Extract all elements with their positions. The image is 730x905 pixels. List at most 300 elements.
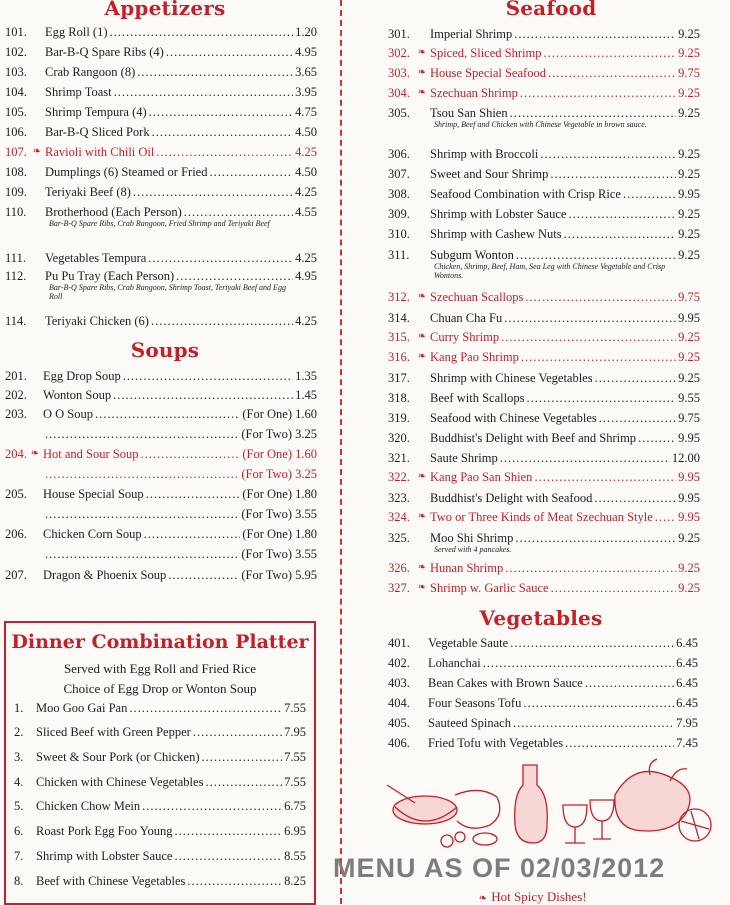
menu-item <box>5 525 317 543</box>
leader-dots <box>45 465 239 483</box>
item-price: 9.25 <box>678 581 700 595</box>
item-description: Shrimp, Beef and Chicken with Chinese Vegetable in brown sauce. <box>434 120 647 129</box>
item-price: 7.55 <box>284 775 306 789</box>
chili-pepper-icon: ❧ <box>478 893 488 904</box>
item-number: 5. <box>14 799 24 813</box>
item-number: 202. <box>5 388 27 402</box>
item-number: 318. <box>388 391 410 405</box>
item-number: 403. <box>388 676 410 690</box>
menu-item <box>388 429 700 447</box>
item-name: Chicken Corn Soup <box>43 527 142 541</box>
item-name: O O Soup <box>43 407 94 421</box>
item-number: 315. <box>388 330 410 344</box>
item-name: Dragon & Phoenix Soup <box>43 568 167 582</box>
item-price: 4.95 <box>295 269 317 283</box>
menu-item <box>388 409 700 427</box>
item-price: 4.25 <box>295 145 317 159</box>
item-price: (For One) 1.80 <box>242 527 317 541</box>
item-name: Shrimp with Lobster Sauce <box>36 849 173 863</box>
menu-item <box>388 348 700 366</box>
leader-dots <box>543 44 676 62</box>
item-price: (For Two) 3.25 <box>241 467 317 481</box>
item-number: 111. <box>5 251 26 265</box>
item-name: Dumplings (6) Steamed or Fried <box>45 165 208 179</box>
item-number: 317. <box>388 371 410 385</box>
item-name: Imperial Shrimp <box>430 27 513 41</box>
item-price: 9.25 <box>678 561 700 575</box>
menu-item <box>388 328 700 346</box>
item-name: Pu Pu Tray (Each Person) <box>45 269 175 283</box>
item-price: 9.25 <box>678 167 700 181</box>
leader-dots <box>551 579 677 597</box>
item-name: Shrimp with Lobster Sauce <box>430 207 567 221</box>
combination-item <box>14 723 306 741</box>
menu-item <box>388 734 698 752</box>
leader-dots <box>523 694 674 712</box>
leader-dots <box>568 205 676 223</box>
item-name: Shrimp Toast <box>45 85 112 99</box>
menu-item <box>5 505 317 523</box>
item-price: 9.75 <box>678 66 700 80</box>
menu-item <box>5 23 317 41</box>
item-price: 4.25 <box>295 185 317 199</box>
spicy-legend-text: Hot Spicy Dishes! <box>491 889 587 904</box>
item-name: Shrimp with Chinese Vegetables <box>430 371 593 385</box>
menu-item <box>5 545 317 563</box>
item-price: 9.25 <box>678 106 700 120</box>
item-price: 8.25 <box>284 874 306 888</box>
item-name: Vegetables Tempura <box>45 251 147 265</box>
item-price: 6.45 <box>676 676 698 690</box>
leader-dots <box>175 822 283 840</box>
item-description: Bar-B-Q Spare Ribs, Crab Rangoon, Fried Shrimp and Teriyaki Beef <box>49 219 270 228</box>
item-number: 7. <box>14 849 24 863</box>
menu-item <box>5 123 317 141</box>
item-number: 203. <box>5 407 27 421</box>
leader-dots <box>521 348 676 366</box>
item-name: Buddhist's Delight with Seafood <box>430 491 593 505</box>
item-price: 7.55 <box>284 701 306 715</box>
leader-dots <box>113 386 293 404</box>
menu-item <box>5 163 317 181</box>
item-price: 9.95 <box>678 491 700 505</box>
combination-subtitle-1: Served with Egg Roll and Fried Rice <box>63 661 257 676</box>
item-name: House Special Seafood <box>430 66 546 80</box>
item-number: 326. <box>388 561 410 575</box>
item-number: 319. <box>388 411 410 425</box>
item-price: 4.55 <box>295 205 317 219</box>
chili-pepper-icon: ❧ <box>30 448 40 459</box>
leader-dots <box>505 559 676 577</box>
item-name: Crab Rangoon (8) <box>45 65 136 79</box>
vegetables-title: Vegetables <box>479 606 603 630</box>
item-number: 320. <box>388 431 410 445</box>
item-price: 9.95 <box>678 510 700 524</box>
food-illustration <box>385 755 720 850</box>
item-price: 1.35 <box>295 369 317 383</box>
item-number: 402. <box>388 656 410 670</box>
combination-item <box>14 847 306 865</box>
item-name: Wonton Soup <box>43 388 112 402</box>
item-price: 4.25 <box>295 314 317 328</box>
item-name: Bean Cakes with Brown Sauce <box>428 676 583 690</box>
item-price: 9.75 <box>678 411 700 425</box>
leader-dots <box>152 123 294 141</box>
menu-item <box>388 165 700 183</box>
item-number: 307. <box>388 167 410 181</box>
leader-dots <box>45 425 239 443</box>
leader-dots <box>513 714 674 732</box>
menu-item <box>388 654 698 672</box>
leader-dots <box>595 369 677 387</box>
item-price: 6.95 <box>284 824 306 838</box>
item-price: (For Two) 3.55 <box>241 547 317 561</box>
menu-item <box>388 369 700 387</box>
item-name: Teriyaki Chicken (6) <box>45 314 149 328</box>
item-number: 108. <box>5 165 27 179</box>
item-price: 9.25 <box>678 46 700 60</box>
leader-dots <box>564 225 677 243</box>
chili-pepper-icon: ❧ <box>417 291 427 302</box>
leader-dots <box>501 328 676 346</box>
leader-dots <box>202 748 283 766</box>
item-name: Shrimp with Broccoli <box>430 147 539 161</box>
combination-subtitle-2: Choice of Egg Drop or Wonton Soup <box>63 681 257 696</box>
item-price: 9.25 <box>678 86 700 100</box>
item-number: 308. <box>388 187 410 201</box>
menu-item <box>388 559 700 577</box>
item-name: Bar-B-Q Sliced Pork <box>45 125 150 139</box>
item-name: Szechuan Shrimp <box>430 86 518 100</box>
item-name: Hot and Sour Soup <box>43 447 139 461</box>
item-number: 325. <box>388 531 410 545</box>
leader-dots <box>114 83 294 101</box>
item-number: 404. <box>388 696 410 710</box>
item-number: 6. <box>14 824 24 838</box>
menu-item <box>5 183 317 201</box>
item-number: 304. <box>388 86 410 100</box>
item-name: Moo Goo Gai Pan <box>36 701 128 715</box>
item-price: 4.50 <box>295 165 317 179</box>
leader-dots <box>141 445 241 463</box>
item-price: 1.45 <box>295 388 317 402</box>
menu-item <box>5 386 317 404</box>
leader-dots <box>205 773 282 791</box>
item-number: 8. <box>14 874 24 888</box>
chili-pepper-icon: ❧ <box>417 87 427 98</box>
item-number: 206. <box>5 527 27 541</box>
chili-pepper-icon: ❧ <box>32 146 42 157</box>
leader-dots <box>638 429 676 447</box>
menu-item <box>388 309 700 327</box>
chili-pepper-icon: ❧ <box>417 47 427 58</box>
menu-item <box>388 634 698 652</box>
leader-dots <box>156 143 293 161</box>
menu-item <box>388 205 700 223</box>
item-number: 104. <box>5 85 27 99</box>
combination-title: Dinner Combination Platter <box>11 631 309 653</box>
item-price: 7.55 <box>284 750 306 764</box>
item-number: 110. <box>5 205 27 219</box>
combination-item <box>14 872 306 890</box>
leader-dots <box>504 309 676 327</box>
menu-item <box>388 185 700 203</box>
item-name: Bar-B-Q Spare Ribs (4) <box>45 45 164 59</box>
spicy-legend <box>478 889 587 905</box>
combination-item <box>14 699 306 717</box>
menu-item <box>5 367 317 385</box>
item-number: 311. <box>388 248 410 262</box>
item-number: 207. <box>5 568 27 582</box>
seafood-title: Seafood <box>505 0 597 20</box>
leader-dots <box>146 485 241 503</box>
item-number: 105. <box>5 105 27 119</box>
item-price: 7.95 <box>676 716 698 730</box>
item-name: Szechuan Scallops <box>430 290 524 304</box>
leader-dots <box>565 734 674 752</box>
item-name: Brotherhood (Each Person) <box>45 205 182 219</box>
menu-item <box>5 445 317 463</box>
menu-item <box>5 249 317 267</box>
chili-pepper-icon: ❧ <box>417 331 427 342</box>
item-price: (For Two) 3.25 <box>241 427 317 441</box>
item-number: 301. <box>388 27 410 41</box>
item-price: (For One) 1.60 <box>242 407 317 421</box>
leader-dots <box>550 165 676 183</box>
combination-item <box>14 822 306 840</box>
leader-dots <box>137 63 293 81</box>
item-price: 9.95 <box>678 187 700 201</box>
leader-dots <box>151 312 293 330</box>
combination-item <box>14 748 306 766</box>
item-price: 6.45 <box>676 696 698 710</box>
item-number: 312. <box>388 290 410 304</box>
menu-item <box>388 579 700 597</box>
leader-dots <box>483 654 674 672</box>
item-price: 9.75 <box>678 290 700 304</box>
item-number: 4. <box>14 775 24 789</box>
leader-dots <box>95 405 240 423</box>
chili-pepper-icon: ❧ <box>417 562 427 573</box>
menu-item <box>5 465 317 483</box>
item-name: Two or Three Kinds of Meat Szechuan Style <box>430 510 653 524</box>
item-number: 107. <box>5 145 27 159</box>
item-price: 3.65 <box>295 65 317 79</box>
item-price: 9.25 <box>678 330 700 344</box>
item-name: Chuan Cha Fu <box>430 311 503 325</box>
item-number: 114. <box>5 314 27 328</box>
item-number: 2. <box>14 725 24 739</box>
item-price: 9.25 <box>678 350 700 364</box>
menu-item <box>388 84 700 102</box>
item-name: Chicken with Chinese Vegetables <box>36 775 204 789</box>
chili-pepper-icon: ❧ <box>417 67 427 78</box>
leader-dots <box>599 409 676 427</box>
leader-dots <box>168 566 239 584</box>
menu-item <box>388 674 698 692</box>
item-number: 323. <box>388 491 410 505</box>
item-number: 324. <box>388 510 410 524</box>
item-name: Sliced Beef with Green Pepper <box>36 725 191 739</box>
item-price: 9.95 <box>678 431 700 445</box>
item-number: 201. <box>5 369 27 383</box>
menu-item <box>5 103 317 121</box>
menu-item <box>388 64 700 82</box>
item-name: Roast Pork Egg Foo Young <box>36 824 173 838</box>
leader-dots <box>144 525 241 543</box>
item-name: Sauteed Spinach <box>428 716 511 730</box>
item-price: 4.95 <box>295 45 317 59</box>
item-number: 316. <box>388 350 410 364</box>
menu-item <box>388 145 700 163</box>
item-name: Spiced, Sliced Shrimp <box>430 46 542 60</box>
menu-item <box>5 143 317 161</box>
menu-item <box>388 44 700 62</box>
item-name: House Special Soup <box>43 487 144 501</box>
item-number: 112. <box>5 269 27 283</box>
item-number: 310. <box>388 227 410 241</box>
menu-item <box>388 508 700 526</box>
menu-item <box>388 449 700 467</box>
leader-dots <box>655 508 676 526</box>
item-number: 405. <box>388 716 410 730</box>
item-name: Sweet and Sour Shrimp <box>430 167 549 181</box>
item-price: 7.45 <box>676 736 698 750</box>
item-price: 6.45 <box>676 656 698 670</box>
item-description: Served with 4 pancakes. <box>434 545 512 554</box>
appetizers-title: Appetizers <box>104 0 226 20</box>
item-name: Shrimp with Cashew Nuts <box>430 227 562 241</box>
leader-dots <box>514 25 676 43</box>
item-price: 12.00 <box>671 451 700 465</box>
item-name: Ravioli with Chili Oil <box>45 145 155 159</box>
leader-dots <box>187 872 282 890</box>
item-name: Shrimp Tempura (4) <box>45 105 147 119</box>
item-name: Moo Shi Shrimp <box>430 531 514 545</box>
item-name: Four Seasons Tofu <box>428 696 522 710</box>
combination-platter-box <box>4 621 316 905</box>
item-number: 401. <box>388 636 410 650</box>
leader-dots <box>525 288 676 306</box>
leader-dots <box>166 43 293 61</box>
menu-item <box>388 225 700 243</box>
item-price: 6.75 <box>284 799 306 813</box>
item-number: 1. <box>14 701 24 715</box>
column-divider <box>340 0 342 904</box>
menu-item <box>388 714 698 732</box>
menu-item <box>5 405 317 423</box>
item-description: Bar-B-Q Spare Ribs, Crab Rangoon, Shrimp Toast, Teriyaki Beef and Egg Roll <box>49 283 286 301</box>
item-number: 321. <box>388 451 410 465</box>
menu-item <box>5 485 317 503</box>
item-name: Teriyaki Beef (8) <box>45 185 131 199</box>
item-number: 406. <box>388 736 410 750</box>
item-name: Vegetable Saute <box>428 636 509 650</box>
item-name: Lohanchai <box>428 656 481 670</box>
combination-item <box>14 773 306 791</box>
item-price: 6.45 <box>676 636 698 650</box>
item-name: Egg Roll (1) <box>45 25 108 39</box>
menu-item <box>388 468 700 486</box>
leader-dots <box>149 103 293 121</box>
menu-item <box>388 389 700 407</box>
item-number: 314. <box>388 311 410 325</box>
item-name: Kang Pao San Shien <box>430 470 533 484</box>
item-price: 7.95 <box>284 725 306 739</box>
chili-pepper-icon: ❧ <box>417 582 427 593</box>
item-price: 9.25 <box>678 27 700 41</box>
combination-item <box>14 797 306 815</box>
item-description: Chicken, Shrimp, Beef, Ham, Sea Leg with Chinese Vegetable and Crisp Wontons. <box>434 262 666 280</box>
leader-dots <box>585 674 674 692</box>
leader-dots <box>45 505 239 523</box>
leader-dots <box>123 367 293 385</box>
item-number: 102. <box>5 45 27 59</box>
leader-dots <box>193 723 282 741</box>
item-price: 4.25 <box>295 251 317 265</box>
item-price: 9.25 <box>678 531 700 545</box>
leader-dots <box>133 183 293 201</box>
item-number: 109. <box>5 185 27 199</box>
item-price: 9.25 <box>678 207 700 221</box>
item-price: 3.95 <box>295 85 317 99</box>
menu-item <box>388 288 700 306</box>
menu-item <box>388 694 698 712</box>
item-name: Subgum Wonton <box>430 248 514 262</box>
leader-dots <box>129 699 282 717</box>
item-number: 106. <box>5 125 27 139</box>
menu-item <box>5 312 317 330</box>
item-price: 9.55 <box>678 391 700 405</box>
menu-date-stamp: MENU AS OF 02/03/2012 <box>333 853 666 883</box>
item-price: 9.95 <box>678 470 700 484</box>
item-name: Beef with Scallops <box>430 391 525 405</box>
item-name: Buddhist's Delight with Beef and Shrimp <box>430 431 637 445</box>
leader-dots <box>534 468 676 486</box>
item-number: 303. <box>388 66 410 80</box>
item-name: Saute Shrimp <box>430 451 498 465</box>
chili-pepper-icon: ❧ <box>417 351 427 362</box>
item-price: 9.25 <box>678 147 700 161</box>
menu-item <box>5 43 317 61</box>
item-price: 9.95 <box>678 311 700 325</box>
menu-item <box>5 63 317 81</box>
menu-item <box>388 25 700 43</box>
item-price: 9.25 <box>678 227 700 241</box>
leader-dots <box>520 84 676 102</box>
leader-dots <box>510 634 674 652</box>
leader-dots <box>540 145 676 163</box>
menu-item <box>5 425 317 443</box>
menu-item <box>5 566 317 584</box>
item-price: 9.25 <box>678 248 700 262</box>
item-number: 327. <box>388 581 410 595</box>
item-number: 103. <box>5 65 27 79</box>
item-name: Kang Pao Shrimp <box>430 350 519 364</box>
leader-dots <box>594 489 676 507</box>
item-number: 322. <box>388 470 410 484</box>
leader-dots <box>500 449 670 467</box>
leader-dots <box>142 797 282 815</box>
item-number: 309. <box>388 207 410 221</box>
item-number: 205. <box>5 487 27 501</box>
item-price: (For Two) 3.55 <box>241 507 317 521</box>
menu-item <box>5 83 317 101</box>
item-name: Shrimp w. Garlic Sauce <box>430 581 549 595</box>
item-name: Fried Tofu with Vegetables <box>428 736 564 750</box>
leader-dots <box>174 847 282 865</box>
item-name: Seafood Combination with Crisp Rice <box>430 187 621 201</box>
